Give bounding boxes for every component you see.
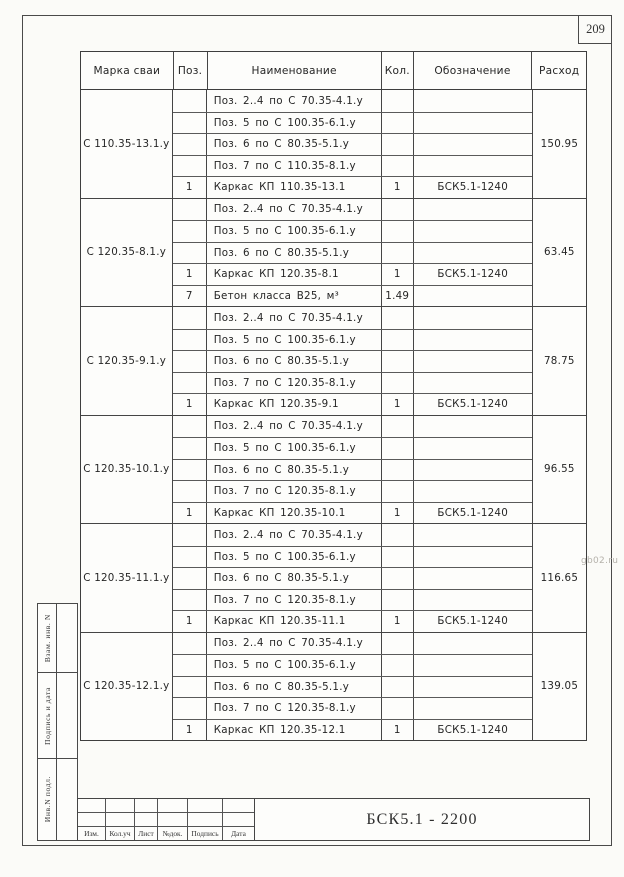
table-row bbox=[173, 480, 532, 502]
name-cell: Каркас КП 120.35-11.1 bbox=[207, 611, 382, 632]
name-cell: Поз. 2..4 по С 70.35-4.1.у bbox=[207, 416, 382, 438]
designation-cell bbox=[414, 351, 532, 372]
qty-cell: 1 bbox=[382, 720, 414, 741]
side-stamp-empty-cell bbox=[57, 604, 77, 672]
header-pos: Поз. bbox=[174, 52, 208, 89]
designation-cell: БСК5.1-1240 bbox=[437, 723, 509, 736]
qty-cell bbox=[382, 698, 414, 719]
qty-cell bbox=[382, 438, 414, 459]
name-cell: Поз. 5 по С 100.35-6.1.у bbox=[207, 438, 382, 459]
qty-cell bbox=[382, 199, 414, 221]
table-row bbox=[173, 90, 532, 112]
pile-mark: С 120.35-9.1.у bbox=[81, 307, 173, 415]
pos-cell bbox=[173, 633, 207, 655]
header-consumption: Расход bbox=[531, 52, 586, 89]
designation-cell bbox=[414, 524, 532, 546]
table-row bbox=[173, 112, 532, 134]
table-group bbox=[81, 523, 586, 632]
revision-cell bbox=[158, 799, 188, 812]
name-cell: Поз. 6 по С 80.35-5.1.у bbox=[207, 677, 382, 698]
qty-cell bbox=[382, 655, 414, 676]
name-cell: Каркас КП 120.35-8.1 bbox=[207, 264, 382, 285]
name-cell: Поз. 5 по С 100.35-6.1.у bbox=[207, 655, 382, 676]
revision-row bbox=[78, 799, 254, 812]
header-mark: Марка сваи bbox=[81, 52, 174, 89]
pile-spec-table bbox=[80, 51, 587, 741]
designation-cell bbox=[414, 460, 532, 481]
name-cell: Каркас КП 110.35-13.1 bbox=[207, 177, 382, 198]
name-cell: Поз. 2..4 по С 70.35-4.1.у bbox=[207, 90, 382, 112]
revision-cell bbox=[78, 813, 106, 826]
table-row bbox=[173, 524, 532, 546]
name-cell: Каркас КП 120.35-10.1 bbox=[207, 503, 382, 524]
name-cell: Поз. 5 по С 100.35-6.1.у bbox=[207, 547, 382, 568]
revision-cell bbox=[188, 799, 223, 812]
list-label: Лист bbox=[135, 827, 158, 840]
revision-cell bbox=[188, 813, 223, 826]
name-cell: Поз. 5 по С 100.35-6.1.у bbox=[207, 221, 382, 242]
pile-mark: С 120.35-11.1.у bbox=[81, 524, 173, 632]
table-row bbox=[173, 155, 532, 177]
table-row bbox=[173, 610, 532, 632]
consumption-cell: 63.45 bbox=[532, 199, 586, 307]
qty-cell bbox=[382, 221, 414, 242]
qty-cell bbox=[382, 460, 414, 481]
name-cell: Каркас КП 120.35-12.1 bbox=[207, 720, 382, 741]
qty-cell: 1 bbox=[382, 394, 414, 415]
table-row bbox=[173, 676, 532, 698]
table-row bbox=[173, 437, 532, 459]
name-cell: Бетон класса В25, м³ bbox=[207, 286, 382, 307]
table-row bbox=[173, 393, 532, 415]
pos-cell bbox=[173, 481, 207, 502]
designation-cell bbox=[414, 590, 532, 611]
pos-cell bbox=[173, 113, 207, 134]
table-row bbox=[173, 199, 532, 221]
consumption-cell: 78.75 bbox=[532, 307, 586, 415]
revision-row bbox=[78, 812, 254, 826]
name-cell: Поз. 2..4 по С 70.35-4.1.у bbox=[207, 199, 382, 221]
table-row bbox=[173, 416, 532, 438]
qty-cell: 1.49 bbox=[382, 286, 414, 307]
name-cell: Поз. 7 по С 120.35-8.1.у bbox=[207, 373, 382, 394]
table-row bbox=[173, 372, 532, 394]
table-row bbox=[173, 697, 532, 719]
designation-cell bbox=[414, 243, 532, 264]
pos-cell: 7 bbox=[173, 286, 207, 307]
designation-cell bbox=[414, 438, 532, 459]
header-qty: Кол. bbox=[382, 52, 414, 89]
qty-cell bbox=[382, 524, 414, 546]
revision-cell bbox=[135, 799, 158, 812]
name-cell: Поз. 7 по С 120.35-8.1.у bbox=[207, 698, 382, 719]
table-row bbox=[173, 176, 532, 198]
revision-cell bbox=[223, 813, 254, 826]
table-row bbox=[173, 567, 532, 589]
document-number: БСК5.1 - 2200 bbox=[254, 799, 589, 840]
name-cell: Поз. 7 по С 120.35-8.1.у bbox=[207, 481, 382, 502]
side-stamp-labels bbox=[38, 604, 57, 840]
name-cell: Поз. 2..4 по С 70.35-4.1.у bbox=[207, 307, 382, 329]
designation-cell bbox=[414, 698, 532, 719]
qty-cell bbox=[382, 547, 414, 568]
table-row bbox=[173, 502, 532, 524]
designation-cell: БСК5.1-1240 bbox=[437, 181, 509, 194]
title-block bbox=[77, 798, 590, 841]
name-cell: Поз. 6 по С 80.35-5.1.у bbox=[207, 243, 382, 264]
qty-cell bbox=[382, 307, 414, 329]
qty-cell bbox=[382, 330, 414, 351]
table-group bbox=[81, 415, 586, 524]
pile-mark: С 110.35-13.1.у bbox=[81, 90, 173, 198]
side-stamp-cell bbox=[38, 604, 56, 672]
qty-cell bbox=[382, 590, 414, 611]
designation-cell bbox=[414, 221, 532, 242]
designation-cell bbox=[414, 481, 532, 502]
qty-cell bbox=[382, 677, 414, 698]
name-cell: Поз. 6 по С 80.35-5.1.у bbox=[207, 568, 382, 589]
consumption-cell: 116.65 bbox=[532, 524, 586, 632]
pos-cell: 1 bbox=[173, 394, 207, 415]
designation-cell bbox=[414, 330, 532, 351]
designation-cell bbox=[414, 286, 532, 307]
name-cell: Поз. 6 по С 80.35-5.1.у bbox=[207, 134, 382, 155]
table-header-row bbox=[81, 52, 586, 90]
designation-cell bbox=[414, 633, 532, 655]
table-group bbox=[81, 198, 586, 307]
side-stamp-cell bbox=[38, 758, 56, 840]
revision-cell bbox=[106, 813, 135, 826]
revision-cell bbox=[158, 813, 188, 826]
designation-cell bbox=[414, 568, 532, 589]
designation-cell: БСК5.1-1240 bbox=[437, 615, 509, 628]
name-cell: Каркас КП 120.35-9.1 bbox=[207, 394, 382, 415]
designation-cell bbox=[414, 416, 532, 438]
ndok-label: №док. bbox=[158, 827, 188, 840]
pos-cell bbox=[173, 655, 207, 676]
table-row bbox=[173, 546, 532, 568]
pos-cell bbox=[173, 90, 207, 112]
pos-cell: 1 bbox=[173, 177, 207, 198]
table-row bbox=[173, 242, 532, 264]
table-row bbox=[173, 633, 532, 655]
table-row bbox=[173, 719, 532, 741]
pos-cell: 1 bbox=[173, 264, 207, 285]
table-row bbox=[173, 133, 532, 155]
side-stamp-empty-cell bbox=[57, 672, 77, 757]
designation-cell: БСК5.1-1240 bbox=[437, 398, 509, 411]
inv-podl-label: Инв.N подл. bbox=[42, 776, 52, 823]
header-name: Наименование bbox=[208, 52, 382, 89]
side-stamp bbox=[37, 603, 78, 841]
pile-mark: С 120.35-8.1.у bbox=[81, 199, 173, 307]
qty-cell bbox=[382, 113, 414, 134]
table-row bbox=[173, 589, 532, 611]
designation-cell bbox=[414, 547, 532, 568]
pos-cell: 1 bbox=[173, 503, 207, 524]
qty-cell: 1 bbox=[382, 264, 414, 285]
pos-cell bbox=[173, 243, 207, 264]
pos-cell bbox=[173, 416, 207, 438]
qty-cell bbox=[382, 373, 414, 394]
name-cell: Поз. 2..4 по С 70.35-4.1.у bbox=[207, 524, 382, 546]
revision-cell bbox=[223, 799, 254, 812]
designation-cell: БСК5.1-1240 bbox=[437, 268, 509, 281]
name-cell: Поз. 5 по С 100.35-6.1.у bbox=[207, 330, 382, 351]
pos-cell bbox=[173, 568, 207, 589]
designation-cell bbox=[414, 134, 532, 155]
qty-cell bbox=[382, 633, 414, 655]
koluch-label: Кол.уч bbox=[106, 827, 135, 840]
pos-cell: 1 bbox=[173, 611, 207, 632]
pos-cell bbox=[173, 524, 207, 546]
table-row bbox=[173, 654, 532, 676]
designation-cell bbox=[414, 307, 532, 329]
name-cell: Поз. 6 по С 80.35-5.1.у bbox=[207, 460, 382, 481]
side-stamp-empty-column bbox=[57, 604, 77, 840]
consumption-cell: 139.05 bbox=[532, 633, 586, 741]
podpis-label: Подпись bbox=[188, 827, 223, 840]
pile-mark: С 120.35-10.1.у bbox=[81, 416, 173, 524]
designation-cell bbox=[414, 677, 532, 698]
table-group bbox=[81, 306, 586, 415]
table-row bbox=[173, 350, 532, 372]
qty-cell: 1 bbox=[382, 177, 414, 198]
revision-label-row bbox=[78, 826, 254, 840]
revision-cell bbox=[106, 799, 135, 812]
qty-cell bbox=[382, 568, 414, 589]
qty-cell bbox=[382, 90, 414, 112]
pos-cell bbox=[173, 460, 207, 481]
pos-cell: 1 bbox=[173, 720, 207, 741]
pos-cell bbox=[173, 156, 207, 177]
side-stamp-empty-cell bbox=[57, 758, 77, 840]
qty-cell bbox=[382, 134, 414, 155]
designation-cell bbox=[414, 199, 532, 221]
table-group bbox=[81, 632, 586, 741]
table-row bbox=[173, 459, 532, 481]
qty-cell: 1 bbox=[382, 503, 414, 524]
pos-cell bbox=[173, 199, 207, 221]
izm-label: Изм. bbox=[78, 827, 106, 840]
qty-cell bbox=[382, 156, 414, 177]
side-stamp-cell bbox=[38, 672, 56, 757]
name-cell: Поз. 2..4 по С 70.35-4.1.у bbox=[207, 633, 382, 655]
vzam-inv-label: Взам. инв. N bbox=[42, 614, 52, 663]
name-cell: Поз. 6 по С 80.35-5.1.у bbox=[207, 351, 382, 372]
pos-cell bbox=[173, 547, 207, 568]
qty-cell bbox=[382, 351, 414, 372]
podpis-data-label: Подпись и дата bbox=[42, 686, 52, 745]
name-cell: Поз. 7 по С 120.35-8.1.у bbox=[207, 590, 382, 611]
designation-cell: БСК5.1-1240 bbox=[437, 506, 509, 519]
table-row bbox=[173, 307, 532, 329]
designation-cell bbox=[414, 156, 532, 177]
watermark: gb02.ru bbox=[581, 556, 619, 566]
pos-cell bbox=[173, 677, 207, 698]
consumption-cell: 150.95 bbox=[532, 90, 586, 198]
name-cell: Поз. 7 по С 110.35-8.1.у bbox=[207, 156, 382, 177]
table-row bbox=[173, 220, 532, 242]
designation-cell bbox=[414, 90, 532, 112]
revision-cell bbox=[78, 799, 106, 812]
pos-cell bbox=[173, 221, 207, 242]
qty-cell bbox=[382, 416, 414, 438]
header-designation: Обозначение bbox=[434, 64, 511, 77]
pos-cell bbox=[173, 134, 207, 155]
qty-cell bbox=[382, 243, 414, 264]
designation-cell bbox=[414, 373, 532, 394]
pos-cell bbox=[173, 590, 207, 611]
designation-cell bbox=[414, 113, 532, 134]
pos-cell bbox=[173, 698, 207, 719]
name-cell: Поз. 5 по С 100.35-6.1.у bbox=[207, 113, 382, 134]
pile-mark: С 120.35-12.1.у bbox=[81, 633, 173, 741]
page-number: 209 bbox=[578, 16, 612, 44]
qty-cell bbox=[382, 481, 414, 502]
pos-cell bbox=[173, 307, 207, 329]
pos-cell bbox=[173, 373, 207, 394]
revision-cell bbox=[135, 813, 158, 826]
table-row bbox=[173, 329, 532, 351]
designation-cell bbox=[414, 655, 532, 676]
table-row bbox=[173, 263, 532, 285]
pos-cell bbox=[173, 330, 207, 351]
revision-table bbox=[78, 799, 254, 840]
pos-cell bbox=[173, 438, 207, 459]
qty-cell: 1 bbox=[382, 611, 414, 632]
data-label: Дата bbox=[231, 829, 246, 838]
consumption-cell: 96.55 bbox=[532, 416, 586, 524]
table-row bbox=[173, 285, 532, 307]
pos-cell bbox=[173, 351, 207, 372]
table-group bbox=[81, 90, 586, 198]
